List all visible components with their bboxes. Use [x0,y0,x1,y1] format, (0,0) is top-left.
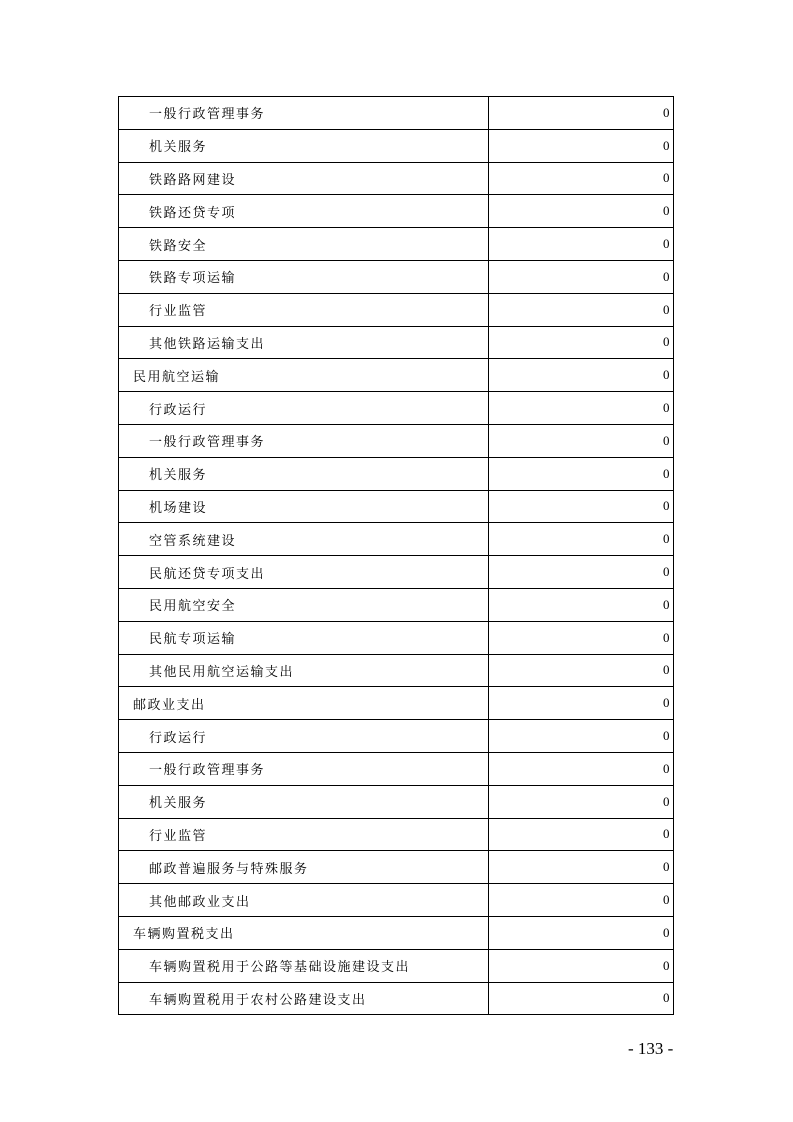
item-name-cell: 邮政业支出 [119,687,489,720]
item-name-cell: 机关服务 [119,457,489,490]
item-name-cell: 铁路专项运输 [119,260,489,293]
table-row [119,949,674,982]
item-value-cell: 0 [489,588,674,621]
item-value-cell: 0 [489,818,674,851]
item-name-cell: 一般行政管理事务 [119,752,489,785]
table-row [119,588,674,621]
item-value-cell: 0 [489,752,674,785]
item-value-cell: 0 [489,129,674,162]
table-row [119,359,674,392]
item-name-cell: 其他民用航空运输支出 [119,654,489,687]
item-value-cell: 0 [489,97,674,130]
item-name-cell: 一般行政管理事务 [119,424,489,457]
table-row [119,129,674,162]
item-value-cell: 0 [489,424,674,457]
page-number: - 133 - [628,1039,674,1058]
item-value-cell: 0 [489,884,674,917]
table-row [119,523,674,556]
item-value-cell: 0 [489,457,674,490]
item-name-cell: 民用航空安全 [119,588,489,621]
table-row [119,851,674,884]
table-row [119,818,674,851]
item-value-cell: 0 [489,621,674,654]
item-value-cell: 0 [489,293,674,326]
item-name-cell: 机场建设 [119,490,489,523]
item-value-cell: 0 [489,326,674,359]
item-value-cell: 0 [489,162,674,195]
item-name-cell: 机关服务 [119,129,489,162]
item-name-cell: 行政运行 [119,720,489,753]
table-row [119,916,674,949]
item-name-cell: 行业监管 [119,293,489,326]
item-value-cell: 0 [489,982,674,1015]
table-row [119,260,674,293]
item-name-cell: 其他铁路运输支出 [119,326,489,359]
item-value-cell: 0 [489,392,674,425]
table-body [119,97,674,1015]
item-name-cell: 一般行政管理事务 [119,97,489,130]
budget-table [118,96,674,1015]
table-row [119,687,674,720]
table-row [119,457,674,490]
item-name-cell: 民用航空运输 [119,359,489,392]
item-name-cell: 车辆购置税用于农村公路建设支出 [119,982,489,1015]
item-name-cell: 民航还贷专项支出 [119,556,489,589]
table-row [119,982,674,1015]
item-value-cell: 0 [489,851,674,884]
table-row [119,785,674,818]
table-row [119,392,674,425]
item-name-cell: 铁路还贷专项 [119,195,489,228]
item-value-cell: 0 [489,228,674,261]
item-value-cell: 0 [489,359,674,392]
table-row [119,162,674,195]
table-row [119,97,674,130]
item-value-cell: 0 [489,556,674,589]
item-value-cell: 0 [489,785,674,818]
table-row [119,720,674,753]
item-value-cell: 0 [489,916,674,949]
item-name-cell: 行政运行 [119,392,489,425]
item-value-cell: 0 [489,490,674,523]
item-value-cell: 0 [489,949,674,982]
table-row [119,195,674,228]
item-name-cell: 其他邮政业支出 [119,884,489,917]
item-value-cell: 0 [489,523,674,556]
table-row [119,490,674,523]
item-name-cell: 行业监管 [119,818,489,851]
item-name-cell: 铁路路网建设 [119,162,489,195]
item-name-cell: 铁路安全 [119,228,489,261]
item-name-cell: 空管系统建设 [119,523,489,556]
item-name-cell: 车辆购置税支出 [119,916,489,949]
table-row [119,228,674,261]
table-row [119,752,674,785]
item-name-cell: 车辆购置税用于公路等基础设施建设支出 [119,949,489,982]
item-name-cell: 邮政普遍服务与特殊服务 [119,851,489,884]
item-value-cell: 0 [489,654,674,687]
item-value-cell: 0 [489,687,674,720]
table-row [119,654,674,687]
table-row [119,424,674,457]
item-name-cell: 机关服务 [119,785,489,818]
item-value-cell: 0 [489,195,674,228]
item-value-cell: 0 [489,720,674,753]
table-row [119,621,674,654]
item-name-cell: 民航专项运输 [119,621,489,654]
item-value-cell: 0 [489,260,674,293]
table-row [119,556,674,589]
table-row [119,884,674,917]
table-row [119,293,674,326]
table-row [119,326,674,359]
